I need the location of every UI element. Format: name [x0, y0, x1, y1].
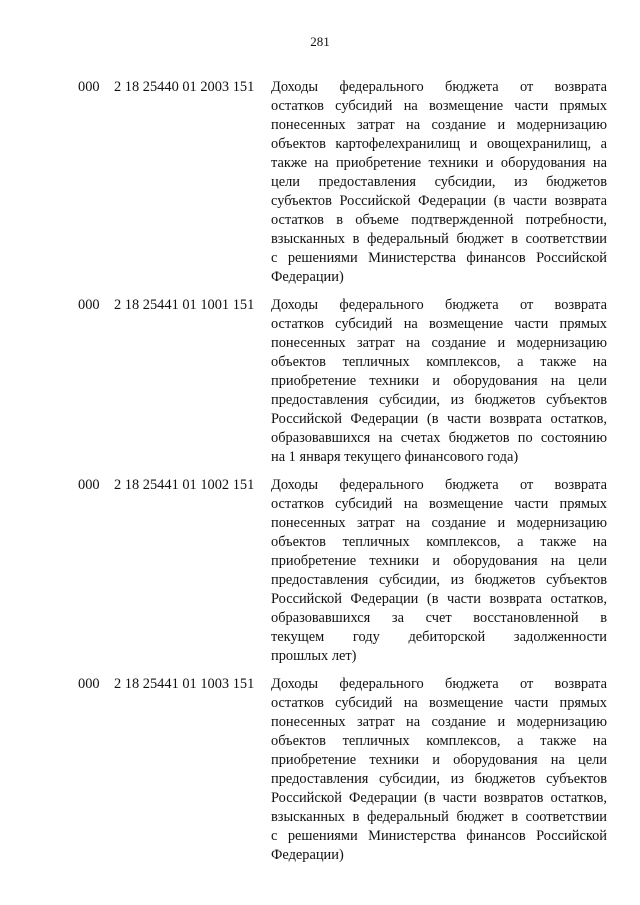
entry-description [271, 296, 607, 467]
entry-description [271, 476, 607, 666]
description-line: взысканных в федеральный бюджет в соответствии [271, 809, 607, 825]
description-line: объектов тепличных комплексов, а также на [271, 354, 607, 370]
description-line: приобретение техники и оборудования на цели [271, 553, 607, 569]
description-line: Федерации) [271, 269, 344, 285]
description-line: текущем году дебиторской задолженности [271, 629, 607, 645]
description-line: остатков субсидий на возмещение части прямых [271, 316, 607, 332]
description-line: понесенных затрат на создание и модернизацию [271, 335, 607, 351]
budget-code-list [0, 78, 640, 874]
budget-entry [0, 675, 640, 865]
description-line: Доходы федерального бюджета от возврата [271, 297, 607, 313]
description-line: с решениями Министерства финансов Российской [271, 250, 607, 266]
budget-entry [0, 476, 640, 666]
entry-description [271, 78, 607, 287]
entry-description [271, 675, 607, 865]
description-line: Доходы федерального бюджета от возврата [271, 477, 607, 493]
budget-classification-code: 2 18 25441 01 1001 151 [114, 297, 255, 313]
description-line: понесенных затрат на создание и модернизацию [271, 515, 607, 531]
description-line: Доходы федерального бюджета от возврата [271, 79, 607, 95]
description-line: объектов картофелехранилищ и овощехранилищ, а [271, 136, 607, 152]
description-line: остатков субсидий на возмещение части прямых [271, 695, 607, 711]
description-line: субъектов Российской Федерации (в части возврата [271, 193, 607, 209]
description-line: на 1 января текущего финансового года) [271, 449, 519, 465]
admin-code: 000 [78, 676, 100, 692]
description-line: остатков в объеме подтвержденной потребности, [271, 212, 607, 228]
description-line: взысканных в федеральный бюджет в соответствии [271, 231, 607, 247]
admin-code: 000 [78, 477, 100, 493]
description-line: объектов тепличных комплексов, а также на [271, 733, 607, 749]
description-line: Российской Федерации (в части возврата остатков, [271, 591, 607, 607]
description-line: прошлых лет) [271, 648, 357, 664]
description-line: образовавшихся на счетах бюджетов по состоянию [271, 430, 607, 446]
description-line: остатков субсидий на возмещение части прямых [271, 98, 607, 114]
budget-entry [0, 78, 640, 287]
description-line: цели предоставления субсидии, из бюджетов [271, 174, 607, 190]
page-number: 281 [310, 34, 330, 49]
description-line: приобретение техники и оборудования на цели [271, 373, 607, 389]
description-line: с решениями Министерства финансов Российской [271, 828, 607, 844]
budget-classification-code: 2 18 25441 01 1002 151 [114, 477, 255, 493]
description-line: Федерации) [271, 847, 344, 863]
description-line: Доходы федерального бюджета от возврата [271, 676, 607, 692]
admin-code: 000 [78, 297, 100, 313]
description-line: предоставления субсидии, из бюджетов субъектов [271, 572, 607, 588]
budget-entry [0, 296, 640, 467]
budget-classification-code: 2 18 25441 01 1003 151 [114, 676, 255, 692]
description-line: Российской Федерации (в части возвратов остатков, [271, 790, 607, 806]
description-line: приобретение техники и оборудования на цели [271, 752, 607, 768]
description-line: предоставления субсидии, из бюджетов субъектов [271, 771, 607, 787]
description-line: Российской Федерации (в части возврата остатков, [271, 411, 607, 427]
budget-classification-code: 2 18 25440 01 2003 151 [114, 79, 255, 95]
description-line: также на приобретение техники и оборудования на [271, 155, 607, 171]
description-line: объектов тепличных комплексов, а также на [271, 534, 607, 550]
description-line: понесенных затрат на создание и модернизацию [271, 117, 607, 133]
admin-code: 000 [78, 79, 100, 95]
description-line: остатков субсидий на возмещение части прямых [271, 496, 607, 512]
description-line: предоставления субсидии, из бюджетов субъектов [271, 392, 607, 408]
description-line: понесенных затрат на создание и модернизацию [271, 714, 607, 730]
description-line: образовавшихся за счет восстановленной в [271, 610, 607, 626]
